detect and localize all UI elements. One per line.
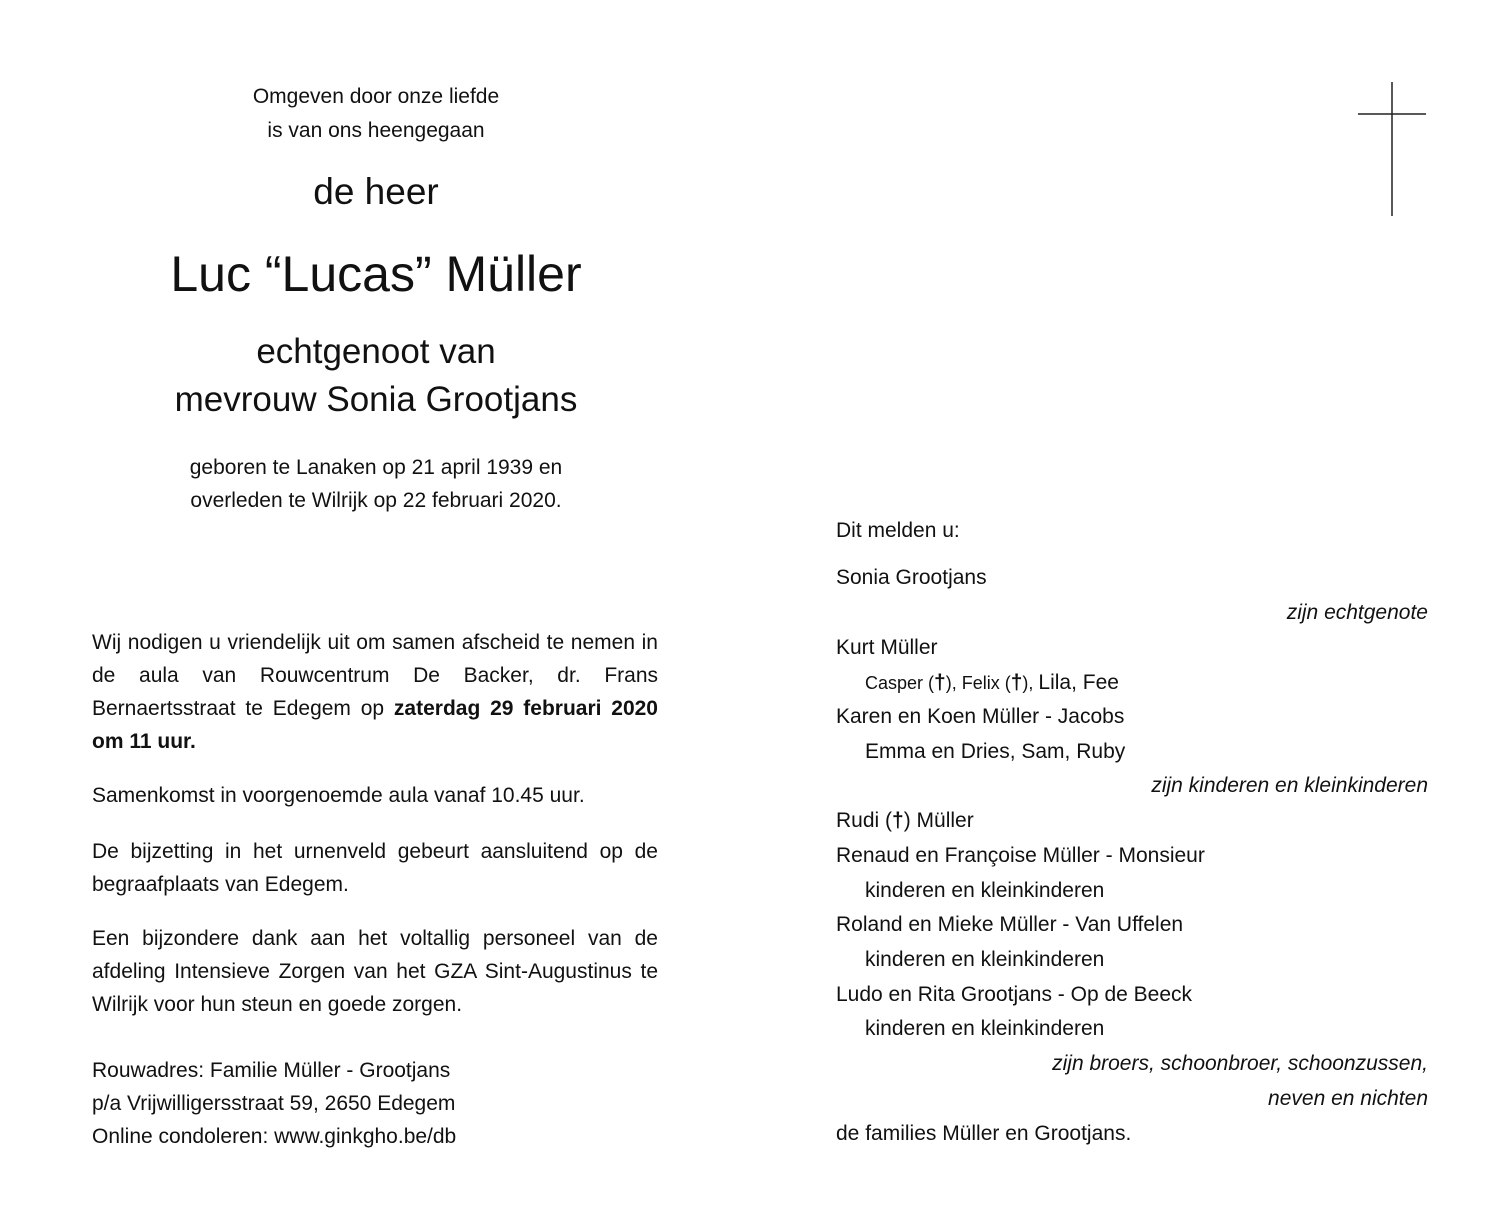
intro-line-1: Omgeven door onze liefde [252,85,500,108]
thanks-paragraph: Een bijzondere dank aan het voltallig personeel van de afdeling Intensieve Zorgen van het GZA Sint-Augustinus te Wilrijk voor hun steun en goede zorgen. [92,927,658,1016]
birth-line: geboren te Lanaken op 21 april 1939 en [189,456,563,479]
spouse-block [110,328,642,424]
grandchildren-1-part2: ), Felix ( [945,673,1011,693]
spouse-role: zijn echtgenote [1286,601,1428,624]
grandchildren-1 [865,667,1457,699]
invitation-paragraph [92,626,658,758]
death-line: overleden te Wilrijk op 22 februari 2020. [190,489,562,512]
intro-line-2: is van ons heengegaan [267,119,485,142]
sibling-3: Roland en Mieke Müller - Van Uffelen [836,913,1184,936]
families-line: de families Müller en Grootjans. [836,1122,1132,1145]
address-line-2: p/a Vrijwilligersstraat 59, 2650 Edegem [92,1092,456,1115]
grandchildren-1-part3: ), [1022,673,1039,693]
online-condolence-line: Online condoleren: www.ginkgho.be/db [92,1125,457,1148]
cross-icon [1358,82,1426,216]
children-role: zijn kinderen en kleinkinderen [1151,774,1428,797]
title-prefix: de heer [313,171,439,212]
sibling-3-kids: kinderen en kleinkinderen [865,948,1105,971]
deceased-name: Luc “Lucas” Müller [170,246,582,302]
sibling-4-kids: kinderen en kleinkinderen [865,1017,1105,1040]
announcement-heading: Dit melden u: [836,519,960,542]
siblings-role-line-1: zijn broers, schoonbroer, schoonzussen, [1052,1052,1428,1075]
grandchildren-2: Emma en Dries, Sam, Ruby [865,740,1126,763]
deceased-cross-symbol: † [1010,671,1023,694]
invitation-text: Wij nodigen u vriendelijk uit om samen afscheid te nemen in de aula van Rouwcentrum De Backer, dr. Frans Bernaertsstraat te Edegem op [92,631,658,720]
child-1: Kurt Müller [836,636,938,659]
gathering-paragraph: Samenkomst in voorgenoemde aula vanaf 10.45 uur. [92,784,585,807]
sibling-1-part2: ) Müller [903,809,974,832]
burial-paragraph: De bijzetting in het urnenveld gebeurt aansluitend op de begraafplaats van Edegem. [92,840,658,896]
deceased-cross-symbol: † [892,809,904,832]
address-line-1: Rouwadres: Familie Müller - Grootjans [92,1059,451,1082]
child-2: Karen en Koen Müller - Jacobs [836,705,1125,728]
siblings-role-line-2: neven en nichten [1268,1087,1428,1110]
sibling-4: Ludo en Rita Grootjans - Op de Beeck [836,983,1193,1006]
deceased-cross-symbol: † [934,671,946,694]
sibling-2-kids: kinderen en kleinkinderen [865,879,1105,902]
spouse-name: Sonia Grootjans [836,566,987,589]
sibling-1-part1: Rudi ( [836,809,893,832]
grandchildren-1-part4: Lila, Fee [1038,671,1119,694]
sibling-2: Renaud en Françoise Müller - Monsieur [836,844,1205,867]
life-dates [110,451,642,517]
grandchildren-1-part1: Casper ( [865,673,935,693]
spouse-line-2: mevrouw Sonia Grootjans [174,380,578,419]
sibling-1 [836,805,1428,837]
spouse-line-1: echtgenoot van [256,332,496,371]
invitation-date: zaterdag 29 februari 2020 om 11 uur. [92,697,658,753]
